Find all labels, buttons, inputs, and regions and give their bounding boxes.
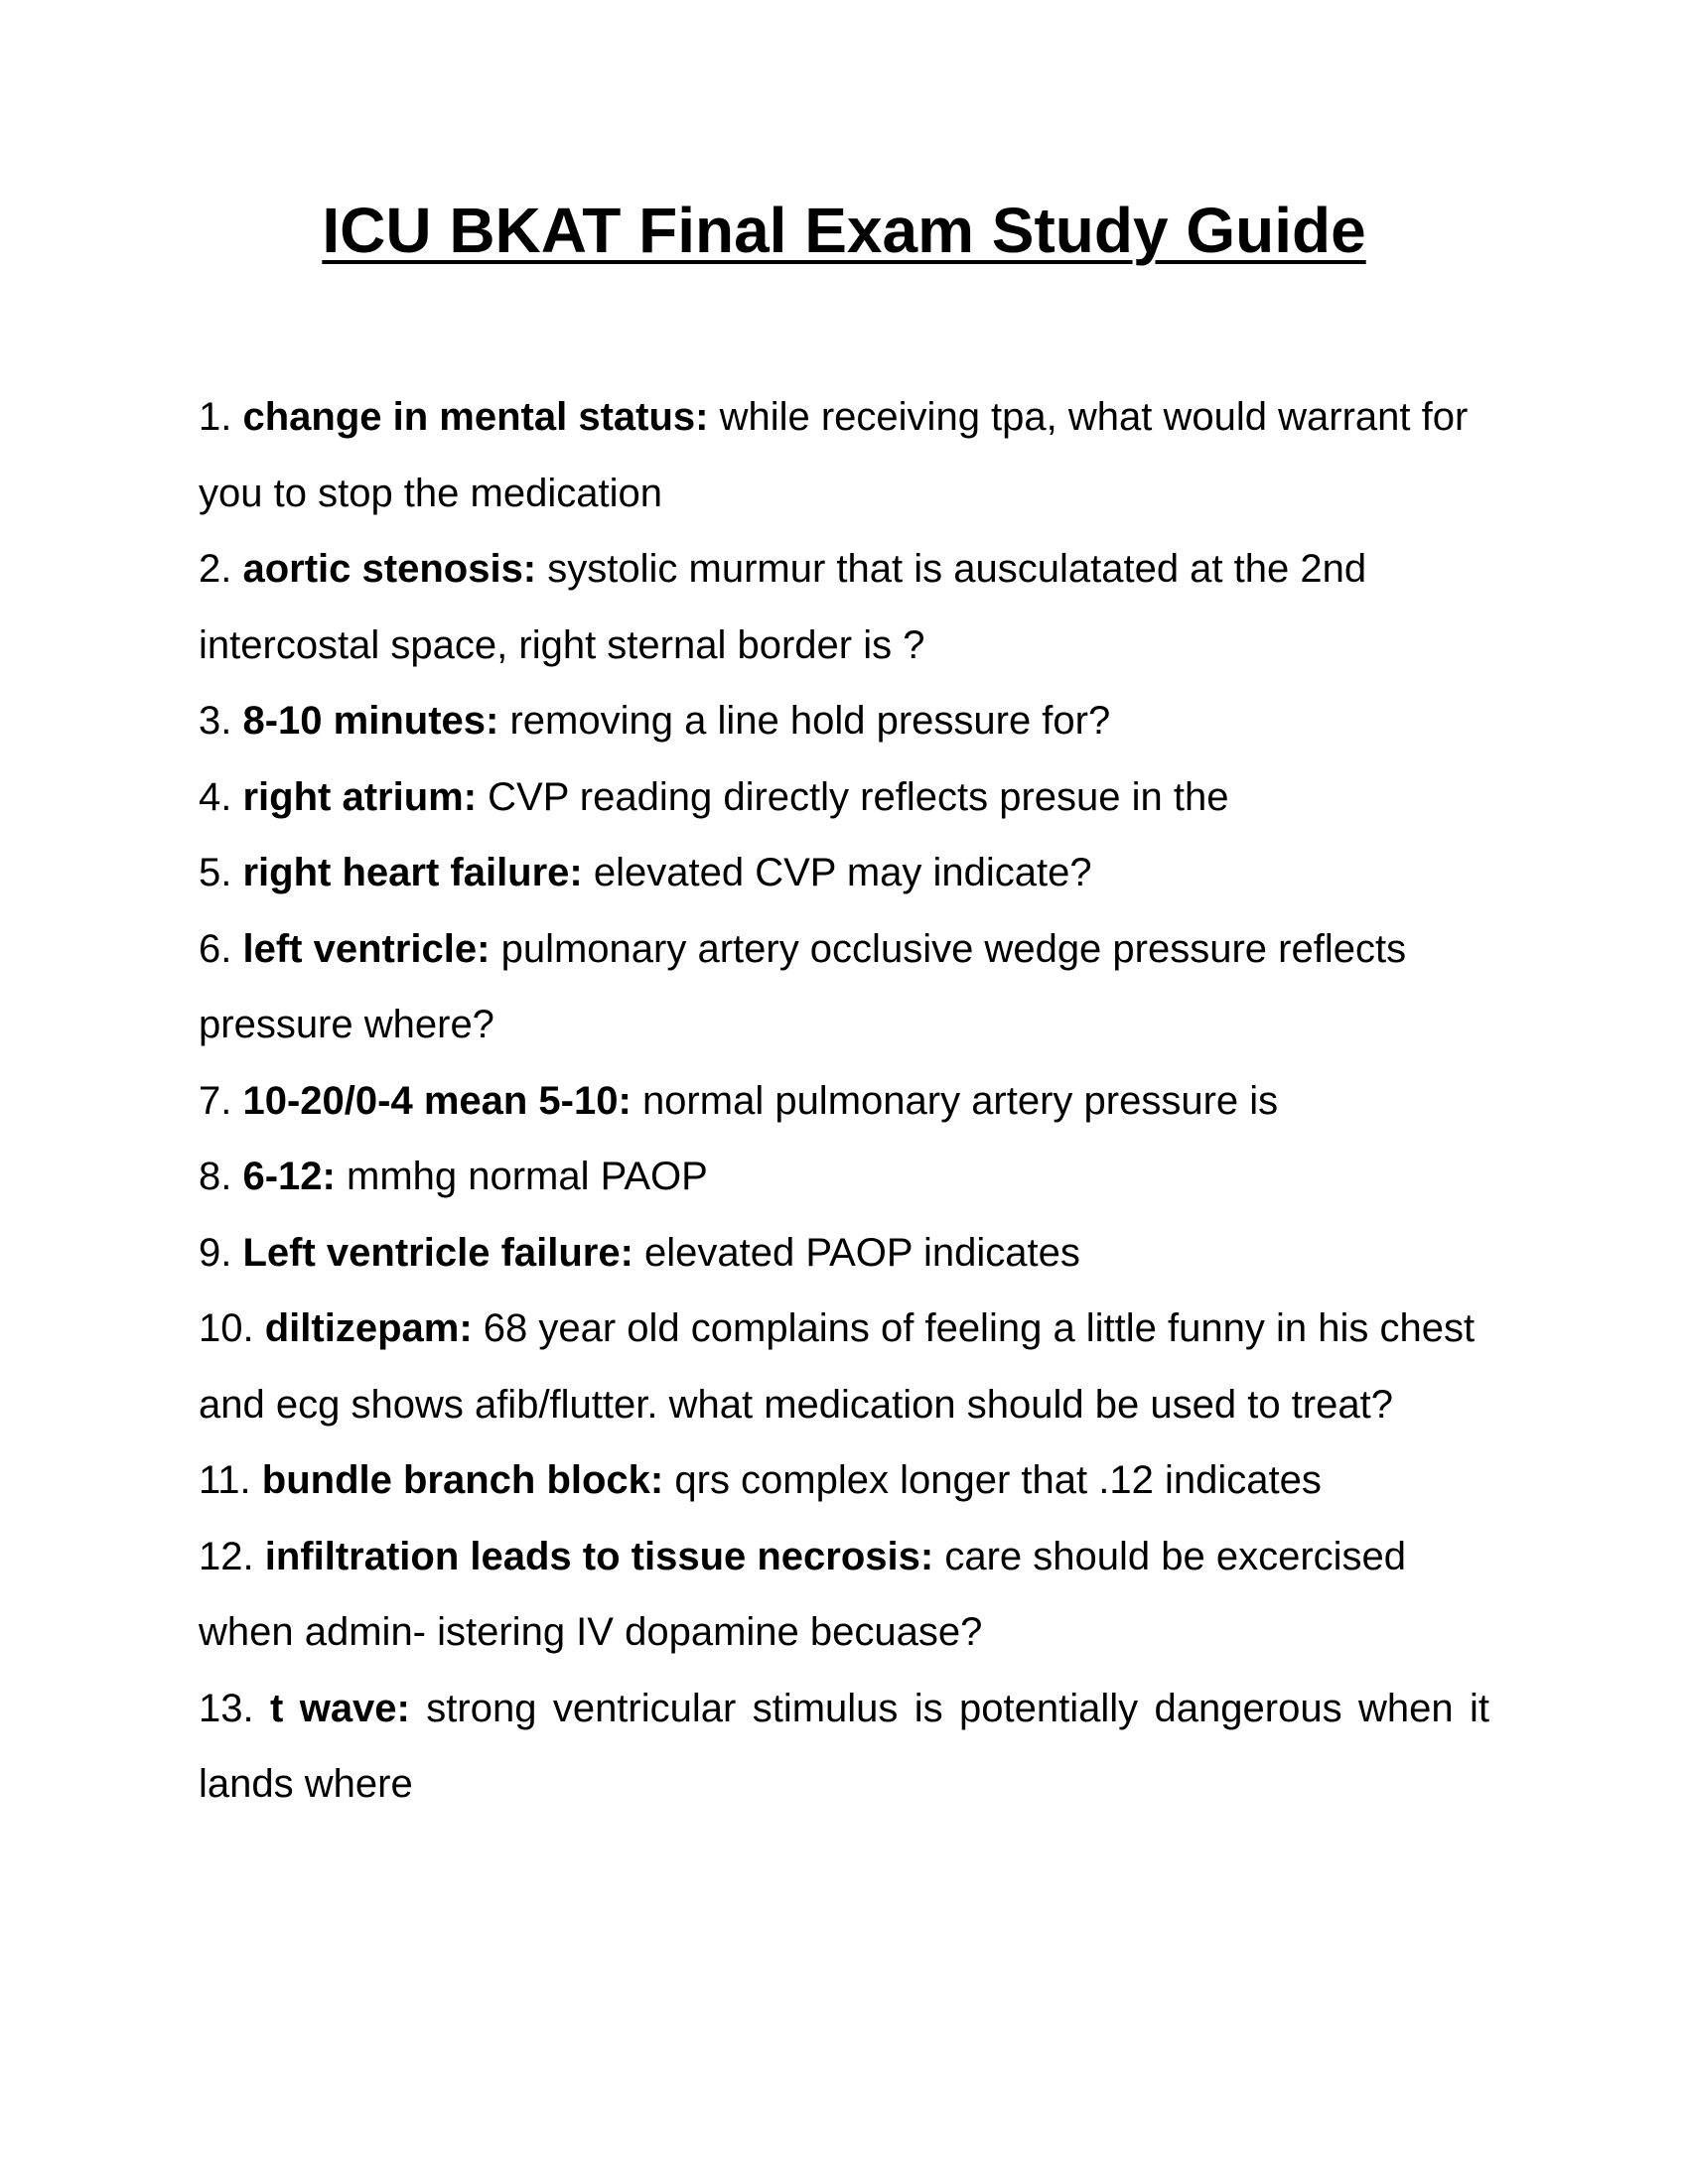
list-item — [199, 1291, 1489, 1442]
item-answer-term: right atrium: — [242, 774, 478, 819]
item-number: 3. — [199, 699, 232, 743]
list-item — [199, 1442, 1489, 1519]
item-answer-term: bundle branch block: — [261, 1458, 664, 1502]
page-title: ICU BKAT Final Exam Study Guide — [322, 195, 1366, 266]
item-question-text: mmhg normal PAOP — [347, 1155, 708, 1198]
item-question-text: pulmonary artery occlusive wedge pressure reflects pressure where? — [199, 926, 1407, 1046]
item-question-text: care should be excercised when admin- istering IV dopamine becuase? — [199, 1534, 1407, 1654]
list-item — [199, 1519, 1489, 1671]
item-question-text: CVP reading directly reflects presue in the — [488, 774, 1229, 819]
item-question-text: elevated CVP may indicate? — [593, 851, 1092, 894]
item-number: 7. — [199, 1078, 232, 1123]
item-question-text: systolic murmur that is ausculatated at the 2nd intercostal space, right sternal border is ? — [199, 547, 1367, 667]
item-number: 10. — [199, 1306, 254, 1350]
item-question-text: strong ventricular stimulus is potentially dangerous when it lands where — [199, 1686, 1489, 1806]
item-number: 13. — [199, 1686, 254, 1730]
item-answer-term: 10-20/0-4 mean 5-10: — [242, 1078, 632, 1123]
list-item — [199, 911, 1489, 1063]
list-item — [199, 683, 1489, 759]
item-number: 11. — [199, 1458, 251, 1502]
list-item — [199, 1139, 1489, 1215]
list-item — [199, 835, 1489, 911]
item-number: 6. — [199, 926, 232, 971]
item-number: 12. — [199, 1534, 254, 1578]
item-question-text: removing a line hold pressure for? — [509, 699, 1111, 743]
item-question-text: 68 year old complains of feeling a little funny in his chest and ecg shows afib/flutter. what medication should be used to treat? — [199, 1306, 1476, 1427]
item-answer-term: t wave: — [270, 1686, 410, 1730]
item-answer-term: diltizepam: — [264, 1306, 473, 1350]
item-number: 1. — [199, 395, 232, 439]
item-answer-term: right heart failure: — [242, 851, 583, 894]
list-item — [199, 1215, 1489, 1292]
item-answer-term: 8-10 minutes: — [242, 699, 499, 743]
item-question-text: qrs complex longer that .12 indicates — [674, 1458, 1322, 1502]
list-item — [199, 1063, 1489, 1140]
item-answer-term: aortic stenosis: — [242, 547, 537, 591]
item-number: 9. — [199, 1230, 232, 1275]
item-answer-term: change in mental status: — [242, 395, 709, 439]
list-item — [199, 1671, 1489, 1823]
item-answer-term: left ventricle: — [242, 926, 491, 971]
item-question-text: elevated PAOP indicates — [644, 1230, 1080, 1275]
list-item — [199, 759, 1489, 836]
list-item — [199, 531, 1489, 683]
study-guide-list — [199, 379, 1489, 1823]
item-answer-term: Left ventricle failure: — [242, 1230, 633, 1275]
list-item — [199, 379, 1489, 531]
item-answer-term: 6-12: — [242, 1155, 336, 1198]
item-number: 8. — [199, 1155, 232, 1198]
item-answer-term: infiltration leads to tissue necrosis: — [264, 1534, 934, 1578]
item-number: 5. — [199, 851, 232, 894]
item-question-text: normal pulmonary artery pressure is — [641, 1078, 1279, 1123]
item-number: 2. — [199, 547, 232, 591]
item-question-text: while receiving tpa, what would warrant for you to stop the medication — [199, 395, 1469, 515]
item-number: 4. — [199, 774, 232, 819]
